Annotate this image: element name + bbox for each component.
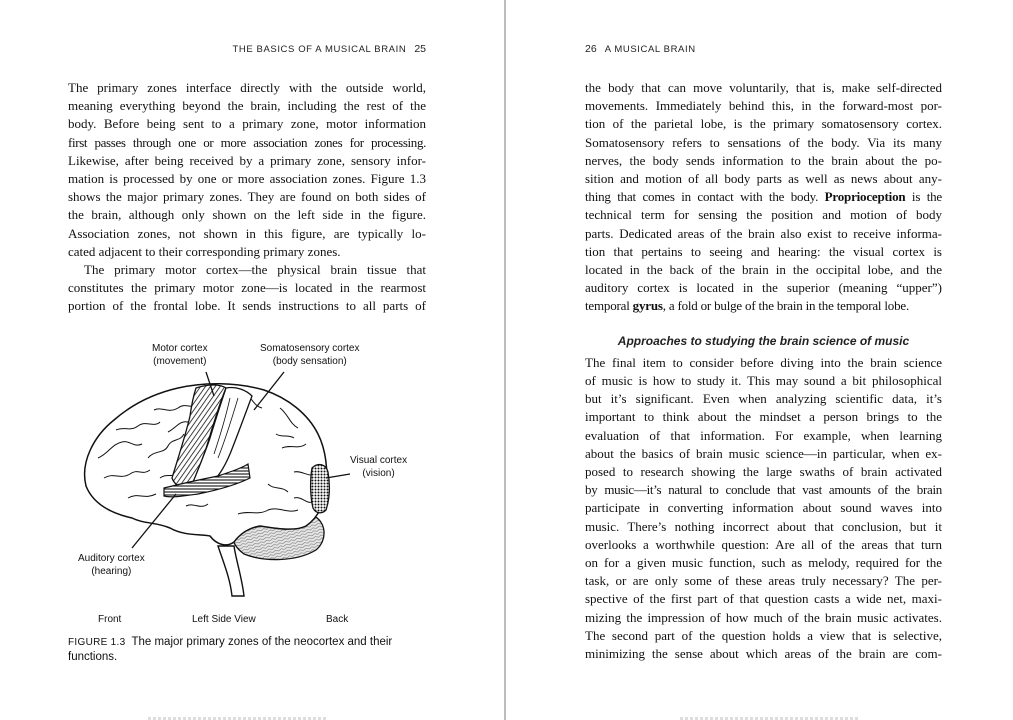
label-line: (movement) (153, 356, 207, 367)
text-line: of music is how to study it. This may sound a bit philosophical (585, 373, 942, 389)
text-line: minimizing the sense about which areas of the brain are com- (585, 646, 942, 662)
text-line: by music—it’s natural to conclude that vast amounts of the brain (585, 482, 942, 498)
text-line: the body that can move voluntarily, that is, make self-directed (585, 80, 942, 95)
section-heading: Approaches to studying the brain science of music (617, 333, 910, 348)
text-line: spective of the first part of that question casts a wide net, maxi- (585, 591, 942, 607)
label-line: Somatosensory cortex (260, 343, 360, 354)
caption-text: The major primary zones of the neocortex and their functions. (68, 636, 393, 663)
text-line: overlooks a worthwhile question: Are all of the areas that turn (585, 536, 942, 552)
motor-cortex-label (152, 342, 208, 368)
text-line: The primary motor cortex—the physical brain tissue that (84, 262, 426, 278)
text-line: movements. Immediately behind this, in the forward-most por- (585, 98, 942, 114)
page-number: 25 (414, 43, 426, 55)
body-text-left (68, 79, 426, 316)
text-line: nerves, the body sends information to the brain about the po- (585, 152, 942, 168)
text-line: The primary zones interface directly with the outside world, (68, 80, 426, 95)
text-line: technical term for sensing the position and motion of body (585, 207, 942, 223)
text-line: Association zones, not shown in this figure, are typically lo- (68, 225, 426, 241)
brainstem (218, 546, 244, 596)
label-line: (vision) (362, 468, 395, 479)
text-line: tion of the parietal lobe, is the primary somatosensory cortex. (585, 116, 942, 132)
label-line: Auditory cortex (78, 553, 145, 564)
running-head-title: A MUSICAL BRAIN (604, 44, 696, 55)
text-line: sition and motion of all body parts as well as news about any- (585, 171, 942, 187)
front-label: Front (98, 614, 122, 625)
text-line: tion that pertains to seeing and hearing: the visual cortex is (585, 243, 942, 259)
label-line: Motor cortex (152, 343, 208, 354)
text-line: portion of the frontal lobe. It sends instructions to all parts of (68, 298, 426, 314)
text-segment: , a fold or bulge of the brain in the temporal lobe. (662, 298, 909, 314)
text-line: but it’s significant. Even when analyzing scientific data, it’s (585, 391, 942, 407)
text-line: about the basics of brain music science—in particular, when ex- (585, 445, 942, 461)
text-line: participate in converting information about sound waves into (585, 500, 942, 516)
paragraph (585, 79, 942, 316)
text-segment: thing that comes in contact with the body. (585, 189, 825, 205)
running-head-title: THE BASICS OF A MUSICAL BRAIN (232, 44, 407, 55)
text-line: cated adjacent to their corresponding primary zones. (68, 243, 341, 259)
text-line: meaning everything beyond the brain, including the rest of the (68, 98, 426, 114)
text-line: posed to research showing the large swaths of brain activated (585, 464, 942, 480)
text-line: on for a given music function, such as melody, required for the (585, 555, 942, 571)
left-page (0, 0, 505, 720)
text-line: The final item to consider before diving into the brain science (585, 354, 942, 370)
text-line: body. Before being sent to a primary zone, motor information (68, 116, 426, 132)
somatosensory-cortex-label (260, 342, 360, 368)
text-line: Likewise, after being received by a primary zone, sensory infor- (68, 152, 426, 168)
text-line: The second part of the question holds a view that is selective, (585, 627, 942, 643)
glossary-term: Proprioception (824, 189, 906, 205)
text-line: Somatosensory refers to sensations of the body. Via its many (585, 134, 942, 150)
running-head-left (232, 43, 426, 55)
back-label: Back (326, 614, 349, 625)
running-head-right (585, 43, 696, 55)
text-segment: temporal (585, 298, 633, 314)
body-text-right (585, 79, 942, 663)
brain-figure (68, 338, 428, 625)
paragraph (68, 79, 426, 261)
text-line: music. There’s nothing incorrect about that conclusion, but it (585, 518, 942, 534)
label-line: (hearing) (91, 566, 132, 577)
text-segment: is the (905, 189, 943, 205)
text-line: located in the back of the brain in the occipital lobe, and the (585, 262, 942, 278)
visual-cortex-region (311, 465, 330, 513)
text-line: important to think about the mindset a person brings to the (585, 409, 942, 425)
page-number: 26 (585, 43, 597, 55)
text-line (585, 188, 942, 206)
visual-cortex-label (350, 454, 407, 480)
text-line: evaluation of that information. For example, when learning (585, 427, 942, 443)
figure-caption (68, 635, 428, 664)
right-page (506, 0, 1013, 720)
text-line: constitutes the primary motor zone—is located in the rearmost (68, 280, 426, 296)
text-line: auditory cortex is located in the superior (meaning “upper”) (585, 280, 942, 296)
label-line: (body sensation) (272, 356, 347, 367)
auditory-cortex-label (78, 552, 145, 578)
paragraph (68, 261, 426, 316)
text-line (585, 297, 942, 315)
glossary-term: gyrus (632, 298, 663, 314)
text-line: parts. Dedicated areas of the brain also exist to receive informa- (585, 225, 942, 241)
caption-figure-number: FIGURE 1.3 (68, 637, 126, 648)
view-label: Left Side View (192, 614, 256, 625)
text-line: mation is processed by one or more association zones. Figure 1.3 (68, 171, 426, 187)
paragraph (585, 354, 942, 663)
text-line: mizing the impression of how much of the brain music activates. (585, 609, 942, 625)
label-line: Visual cortex (350, 455, 408, 466)
text-line: shows the major primary zones. They are found on both sides of (68, 189, 426, 205)
text-line: task, or are only some of these areas truly necessary? The per- (585, 573, 942, 589)
text-line: first passes through one or more association zones for processing. (68, 134, 426, 150)
text-line: the brain, although only shown on the left side in the figure. (68, 207, 426, 223)
